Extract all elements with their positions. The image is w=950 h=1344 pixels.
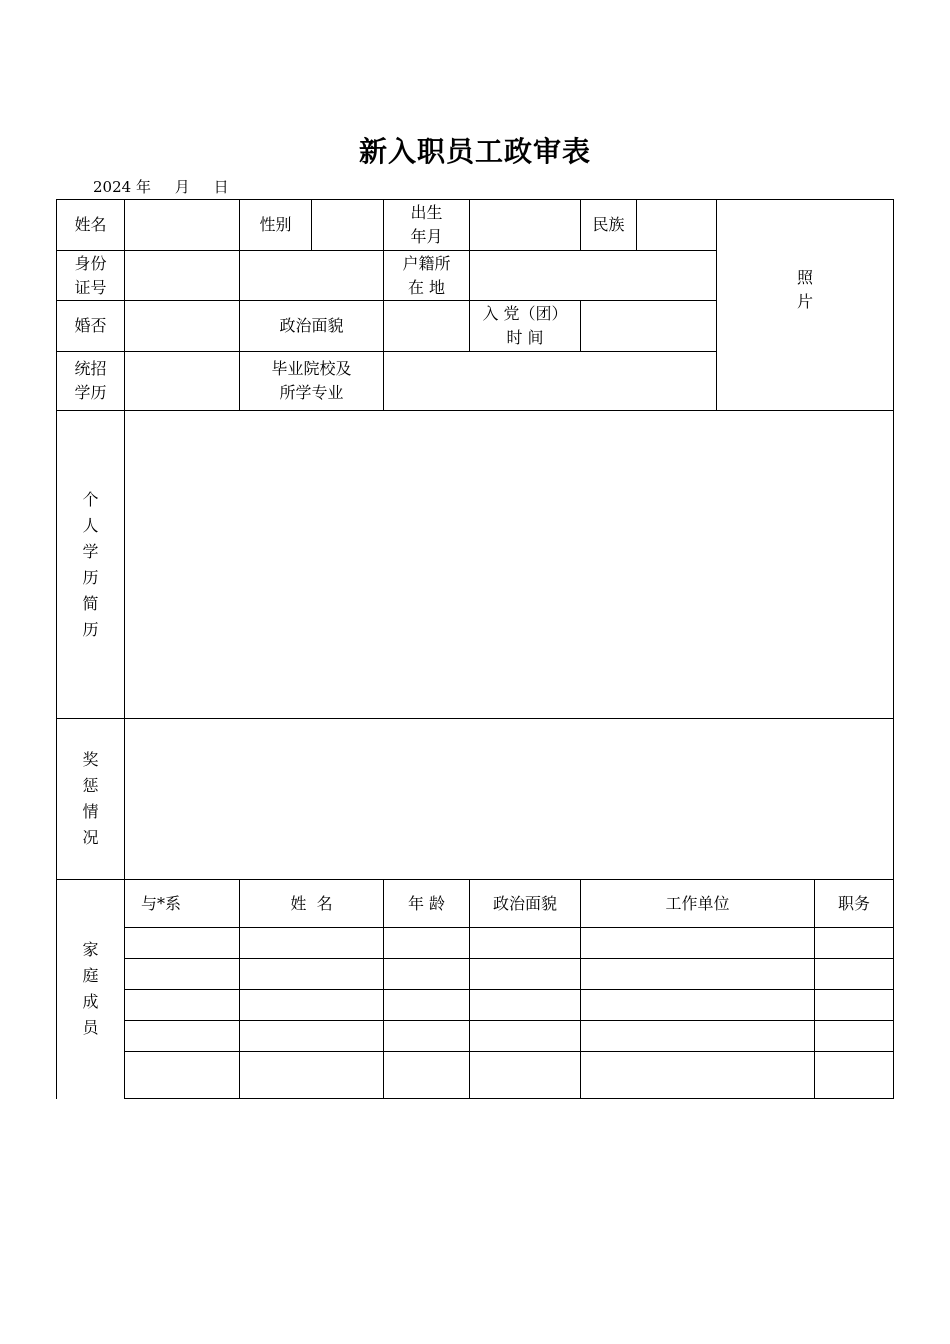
- grid-line: [893, 199, 894, 1099]
- family-label: 家 庭 成 员: [82, 940, 99, 1037]
- ethnicity-label: 民族: [592, 215, 625, 234]
- family-header-political: 政治面貌: [492, 893, 557, 913]
- birth-field[interactable]: [470, 200, 580, 250]
- family-row[interactable]: [125, 928, 893, 958]
- family-row[interactable]: [125, 990, 893, 1020]
- school-field[interactable]: [384, 352, 716, 410]
- family-header-relation: 与*系: [141, 893, 182, 913]
- marital-field[interactable]: [125, 301, 239, 351]
- gender-label: 性别: [259, 215, 292, 234]
- id-field[interactable]: [125, 251, 383, 300]
- hukou-field[interactable]: [470, 251, 716, 300]
- resume-label: 个 人 学 历 简 历: [82, 489, 99, 639]
- family-header-position: 职务: [837, 893, 870, 913]
- education-label: 统招 学历: [74, 359, 107, 402]
- marital-label: 婚否: [74, 316, 107, 335]
- photo-area: 照 片: [796, 268, 813, 311]
- ethnicity-field[interactable]: [637, 200, 716, 250]
- name-field[interactable]: [125, 200, 239, 250]
- form-title: 新入职员工政审表: [358, 135, 591, 168]
- family-row[interactable]: [125, 959, 893, 989]
- education-field[interactable]: [125, 352, 239, 410]
- political-field[interactable]: [384, 301, 469, 351]
- resume-field[interactable]: [125, 411, 893, 718]
- party-time-label: 入 党（团） 时 间: [482, 304, 568, 347]
- date-line: 2024 年 月 日: [93, 178, 229, 196]
- family-header-employer: 工作单位: [665, 893, 730, 913]
- family-header-age: 年 龄: [407, 893, 446, 913]
- name-label: 姓名: [74, 215, 107, 234]
- family-row[interactable]: [125, 1052, 893, 1098]
- birth-label: 出生 年月: [410, 203, 443, 246]
- awards-label: 奖 惩 情 况: [82, 750, 99, 847]
- school-label: 毕业院校及 所学专业: [271, 359, 352, 402]
- political-label: 政治面貌: [279, 316, 344, 335]
- hukou-label: 户籍所 在 地: [402, 253, 451, 297]
- id-label: 身份 证号: [74, 253, 107, 297]
- awards-field[interactable]: [125, 719, 893, 879]
- family-row[interactable]: [125, 1021, 893, 1051]
- family-header-name: 姓 名: [290, 893, 333, 913]
- gender-field[interactable]: [312, 200, 383, 250]
- party-time-field[interactable]: [581, 301, 716, 351]
